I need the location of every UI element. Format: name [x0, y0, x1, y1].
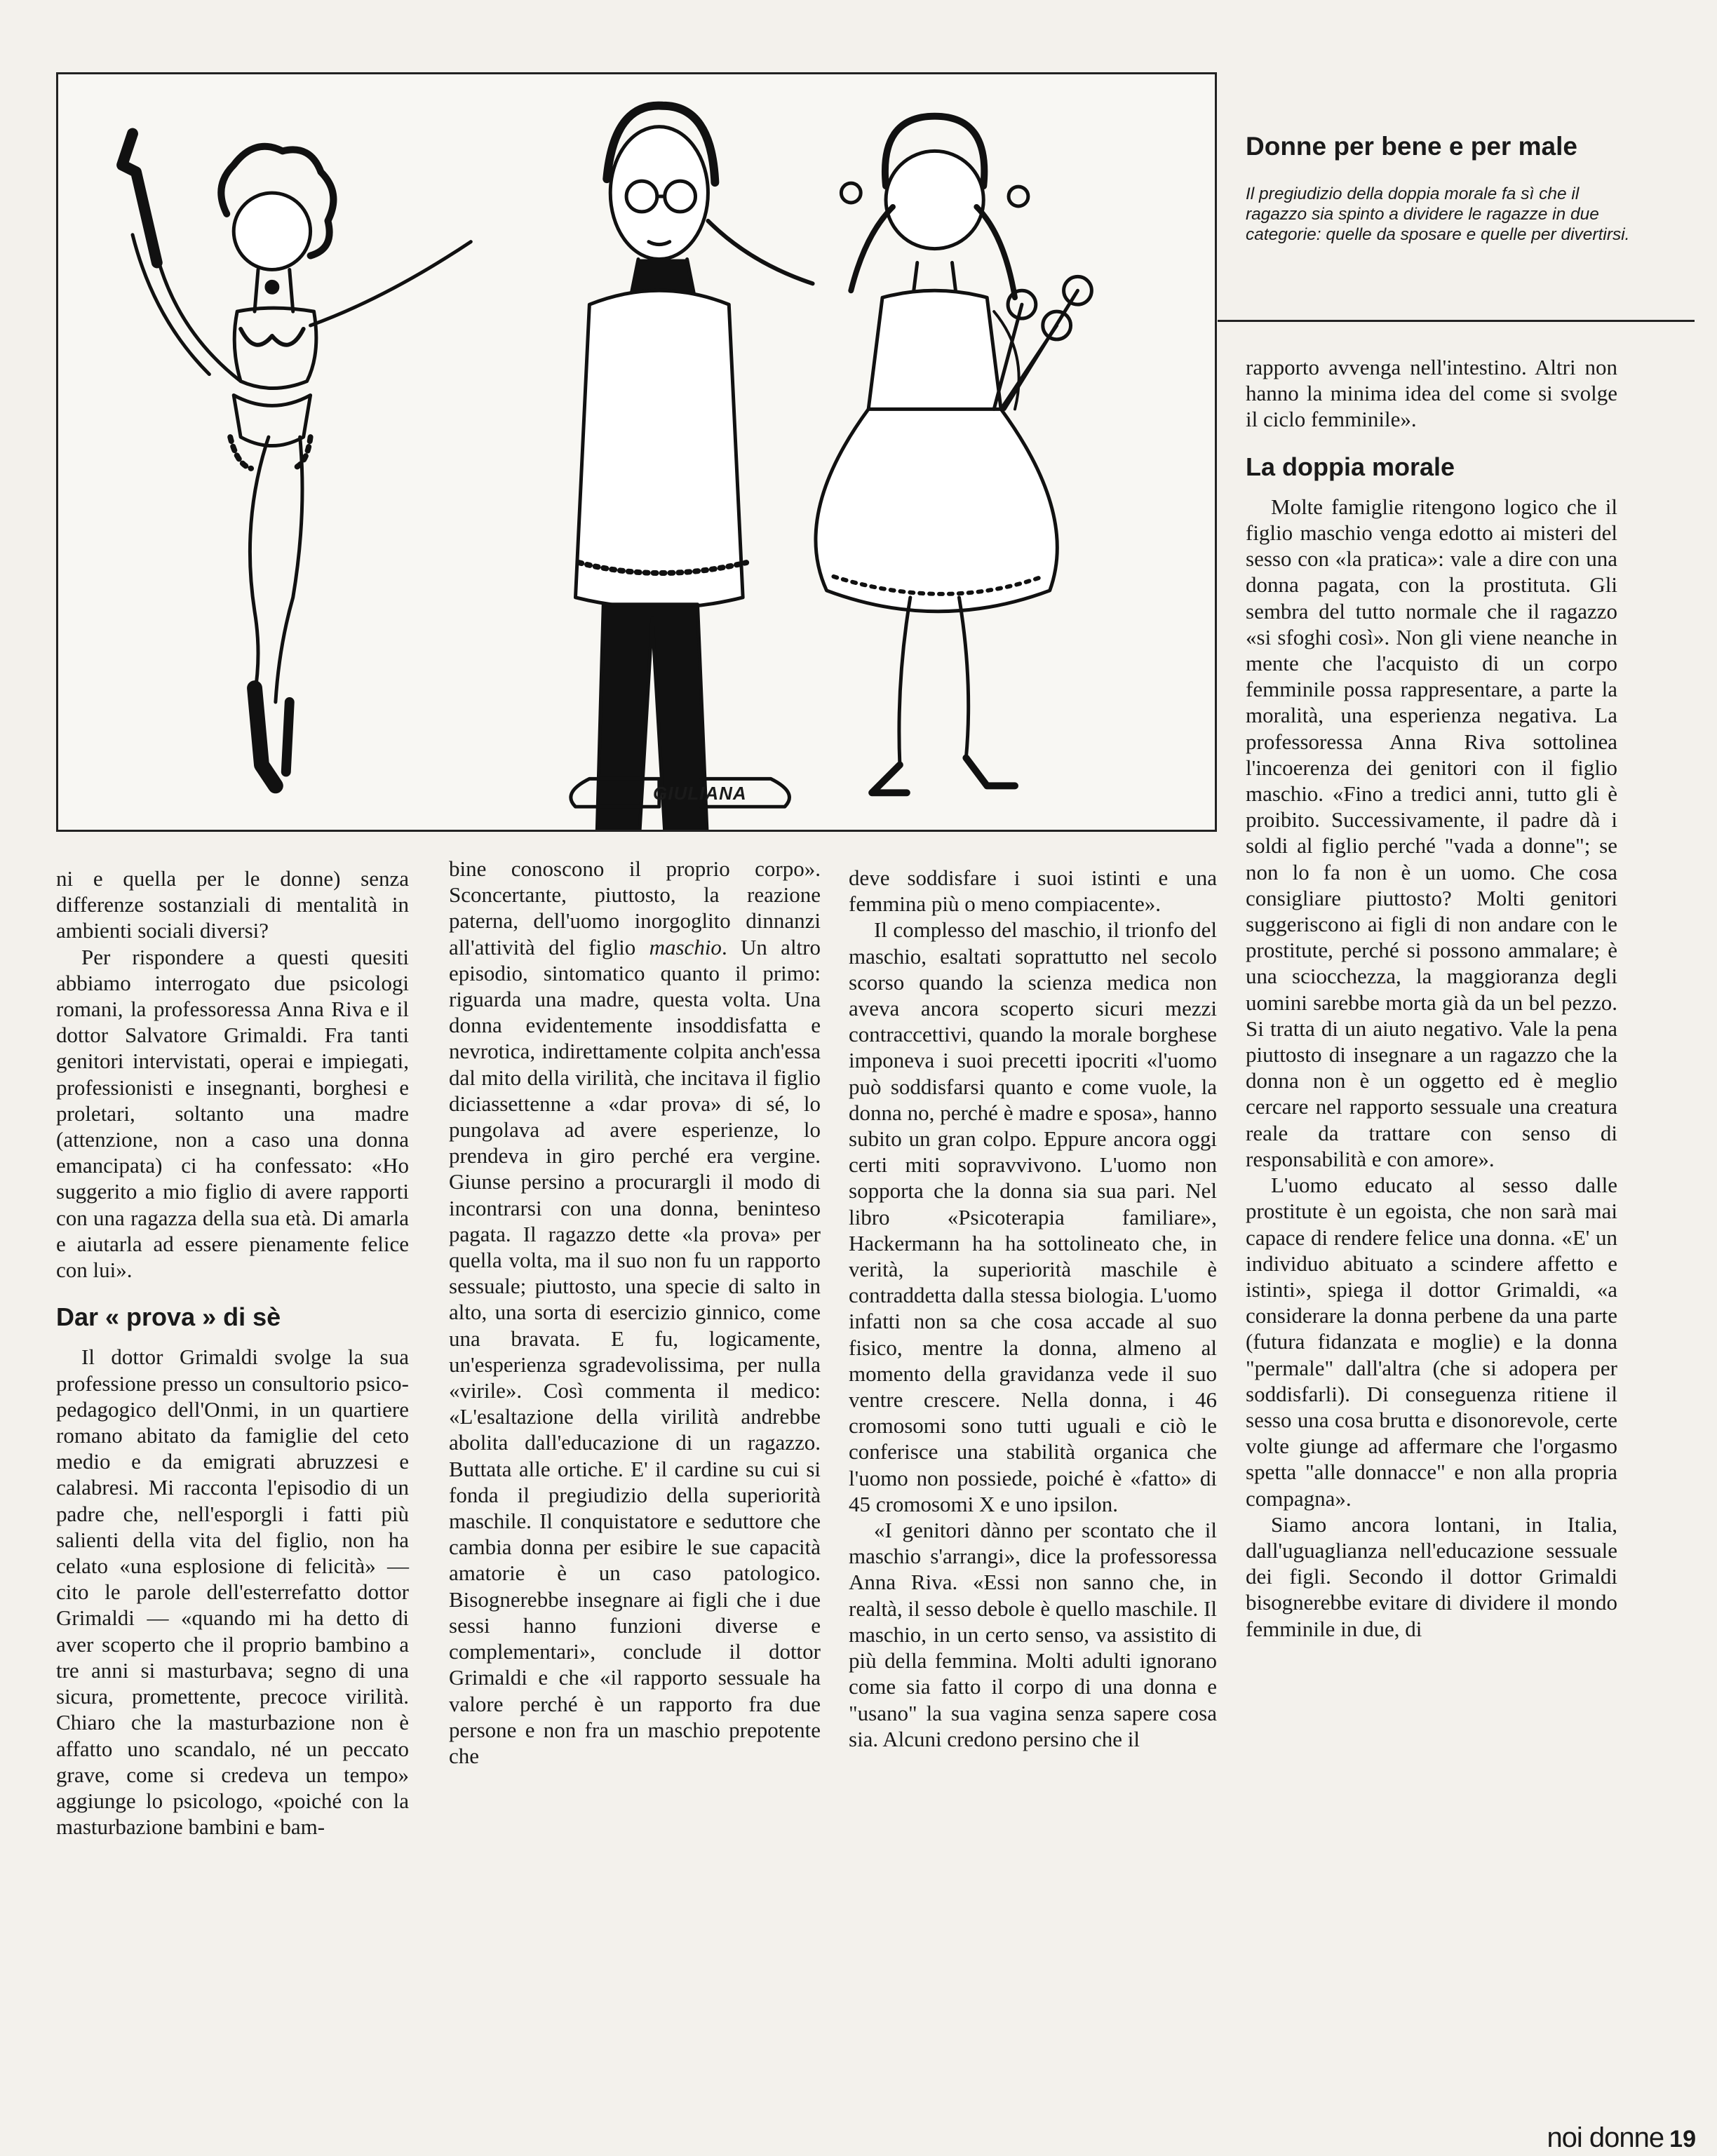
paragraph: L'uomo educato al sesso dalle prostitute è un egoista, che non sarà mai capace di rendere felice una donna. «E' un individuo abituato a scindere affetto e istinti», spiega il dottor Grimaldi, «a considerare la donna perbene da una parte (futura fidanzata e moglie) e la donna "permale" dall'altra (che si adopera per soddisfarli). Di conseguenza ritiene il sesso una cosa brutta e disonorevole, certe volte giunge ad affermare che l'orgasmo spetta "alle donnacce" e non alla propria compagna».: [1246, 1173, 1617, 1511]
paragraph: [449, 856, 821, 1769]
paragraph: deve soddisfare i suoi istinti e una femmina più o meno compiacente».: [849, 865, 1217, 917]
cartoon-drawing: [58, 74, 1215, 830]
sidebar-title: Donne per bene e per male: [1246, 132, 1577, 161]
paragraph: Siamo ancora lontani, in Italia, dall'uguaglianza nell'educazione sessuale dei figli. Secondo il dottor Grimaldi bisognerebbe evitare di dividere il mondo femminile in due, di: [1246, 1511, 1617, 1641]
divider: [1218, 320, 1695, 322]
young-man-figure: [571, 106, 790, 830]
showgirl-figure: [122, 134, 471, 786]
article-column-1: [56, 865, 409, 1840]
text-run: . Un altro episodio, sintomatico quanto il primo: riguarda una madre, questa volta. Una donna evidentemente insoddisfatta e nevrotica, indirettamente colpita anch'essa dal mito della virilità, che incitava il figlio diciassettenne a «dar prova» di sé, lo pungolava ad avere esperienze, lo prendeva in giro perché era vergine. Giunse persino a procurargli il modo di incontrarsi con una donna, beninteso pagata. Il ragazzo dette «la prova» per quella volta, ma il suo non fu un rapporto sessuale; piuttosto, una specie di salto in alto, una sorta di esercizio ginnico, come una bravata. E fu, logicamente, un'esperienza sgradevolissima, per nulla «virile». Così commenta il medico: «L'esaltazione della virilità andrebbe abolita dall'educazione di un ragazzo. Buttata alle ortiche. E' il cardine su cui si fonda il pregiudizio della superiorità maschile. Il conquistatore e seduttore che cambia donna per esibire le sue capacità amatorie è un caso patologico. Bisognerebbe insegnare ai figli che i due sessi hanno funzioni diverse e complementari», conclude il dottor Grimaldi e che «il rapporto sessuale ha valore perché è un rapporto fra due persone e non fra un maschio prepotente che: [449, 934, 821, 1768]
article-column-2: [449, 856, 821, 1769]
section-heading: Dar « prova » di sè: [56, 1302, 281, 1332]
illustration-caption: Il pregiudizio della doppia morale fa sì che il ragazzo sia spinto a dividere le ragazze in due categorie: quelle da sposare e quelle per divertirsi.: [1246, 184, 1630, 244]
article-column-3: [849, 865, 1217, 1752]
paragraph: Il complesso del maschio, il trionfo del maschio, esaltati soprattutto nel secolo scorso quando la scienza medica non aveva ancora scoperto sicuri mezzi contraccettivi, quando la morale borghese imponeva i suoi precetti ipocriti «l'uomo può soddisfarsi quanto e come vuole, la donna no, perché è madre e sposa», hanno subito un gran colpo. Eppure ancora oggi certi miti sopravvivono. L'uomo non sopporta che la donna sia sua pari. Nel libro «Psicoterapia familiare», Hackermann ha ha sottolineato che, in verità, la superiorità maschile è contraddetta dalla stessa biologia. L'uomo infatti non sa che cosa accade al suo fisico, mentre la donna, almeno al momento della gravidanza vede il suo ventre crescere. Nella donna, i 46 cromosomi sono tutti uguali e ciò le conferisce una stabilità organica che l'uomo non possiede, poiché è «fatto» di 45 cromosomi X e uno ipsilon.: [849, 917, 1217, 1516]
paragraph: Molte famiglie ritengono logico che il figlio maschio venga edotto ai misteri del sesso con «la pratica»: vale a dire con una donna pagata, con la prostituta. Gli sembra del tutto normale che il ragazzo «si sfoghi così». Non gli viene neanche in mente che l'acquisto di un corpo femminile possa rappresentare, a parte la moralità, una esperienza negativa. La professoressa Anna Riva sottolinea l'incoerenza dei genitori con il figlio maschio. «Fino a tredici anni, tutto gli è proibito. Successivamente, il padre dà i soldi al figlio perché "vada a donne"; se non lo fa non è un uomo. Che cosa consigliare piuttosto? Molti genitori suggeriscono ai figli di non andare con le prostitute, perché si possono ammalare; è una sciocchezza, la maggioranza degli uomini sarebbe morta già da un bel pezzo. Si tratta di un aiuto negativo. Vale la pena piuttosto di insegnare a un ragazzo che la donna non è un oggetto ed è meglio cercare nel rapporto sessuale una creatura reale da trattare con senso di responsabilità e con amore».: [1246, 494, 1617, 1171]
paragraph: Il dottor Grimaldi svolge la sua professione presso un consultorio psico-pedagogico dell'Onmi, in un quartiere romano abitato da famiglie del ceto medio e da emigrati abruzzesi e calabresi. Mi racconta l'episodio di un padre che, nell'esporgli i fatti più salienti della vita del figlio, non ha celato «una esplosione di felicità» — cito le parole dell'esterrefatto dottor Grimaldi — «quando mi ha detto di aver scoperto che il proprio bambino a tre anni si masturbava; segno di una sicura, promettente, precoce virilità. Chiaro che la masturbazione non è affatto uno scandalo, né un peccato grave, come si credeva un tempo» aggiunge lo psicologo, «poiché con la masturbazione bambini e bam-: [56, 1345, 409, 1840]
text-run: bine conoscono il proprio corpo». Sconcertante, piuttosto, la reazione paterna, dell'uomo inorgoglito dinnanzi all'attività del figlio: [449, 856, 821, 959]
page-footer: [1547, 2122, 1696, 2154]
section-heading: La doppia morale: [1246, 452, 1455, 481]
paragraph: ni e quella per le donne) senza differenze sostanziali di mentalità in ambienti sociali diversi?: [56, 866, 409, 943]
emphasis: maschio: [649, 934, 722, 959]
artist-signature: GIULIANA: [653, 783, 747, 804]
article-column-4: [1246, 354, 1617, 1642]
paragraph: Per rispondere a questi quesiti abbiamo interrogato due psicologi romani, la professoressa Anna Riva e il dottor Salvatore Grimaldi. Fra tanti genitori intervistati, operai e impiegati, professionisti e insegnanti, borghesi e proletari, soltanto una madre (attenzione, non a caso una donna emancipata) ci ha confessato: «Ho suggerito a mio figlio di avere rapporti con una ragazza della sua età. Di amarla e aiutarla ad essere pienamente felice con lui».: [56, 944, 409, 1283]
girl-with-flowers-figure: [708, 116, 1091, 793]
magazine-name: noi donne: [1547, 2122, 1664, 2153]
paragraph: rapporto avvenga nell'intestino. Altri non hanno la minima idea del come si svolge il ciclo femminile».: [1246, 355, 1617, 432]
cartoon-illustration: [56, 72, 1217, 832]
page-number: 19: [1669, 2126, 1696, 2152]
paragraph: «I genitori dànno per scontato che il maschio s'arrangi», dice la professoressa Anna Riva. «Essi non sanno che, in realtà, il sesso debole è quello maschile. Il maschio, in un certo senso, va assistito di più della femmina. Molti adulti ignorano come sia fatto il corpo di una donna e "usano" la sua vagina senza sapere cosa sia. Alcuni credono persino che il: [849, 1518, 1217, 1751]
